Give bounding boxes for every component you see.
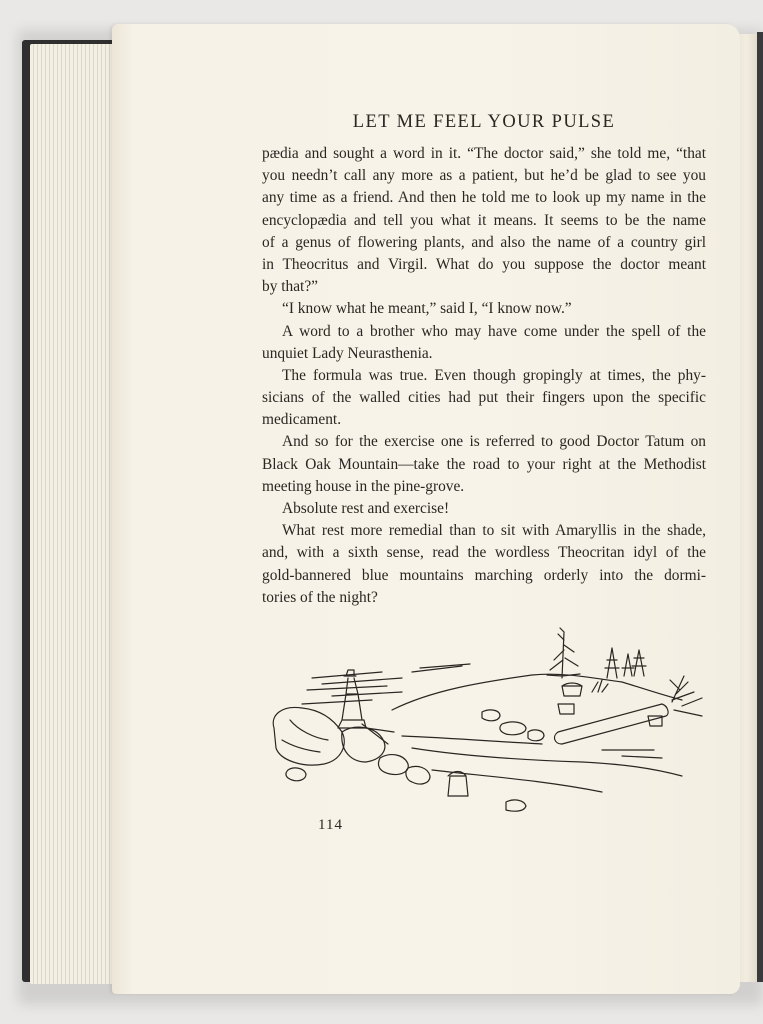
text-line: you needn’t call any more as a patient, but he’d be glad to see you (262, 167, 706, 185)
text-line: medicament. (262, 411, 342, 429)
text-line: The formula was true. Even though gropingly at times, the phy- (282, 366, 706, 384)
text-line: and, with a sixth sense, read the wordless Theocritan idyl of the (262, 544, 706, 562)
text-line: any time as a friend. And then he told me to look up my name in the (262, 189, 706, 207)
text-line: A word to a brother who may have come under the spell of the (282, 322, 706, 340)
text-line: encyclopædia and tell you what it means. It seems to be the name (262, 211, 706, 229)
body-text (262, 143, 706, 609)
text-line: And so for the exercise one is referred to good Doctor Tatum on (282, 433, 706, 451)
text-line: Black Oak Mountain—take the road to your right at the Methodist (262, 455, 706, 473)
text-line: of a genus of flowering plants, and also the name of a country girl (262, 233, 706, 251)
landscape-illustration (262, 620, 710, 820)
text-line: “I know what he meant,” said I, “I know now.” (282, 300, 572, 318)
page-number: 114 (318, 817, 343, 833)
running-header: LET ME FEEL YOUR PULSE (352, 112, 616, 132)
text-line: by that?” (262, 278, 318, 296)
text-line: tories of the night? (262, 588, 378, 606)
text-line: sicians of the walled cities had put their fingers upon the specific (262, 389, 706, 407)
text-line: meeting house in the pine-grove. (262, 477, 465, 495)
text-line: pædia and sought a word in it. “The doctor said,” she told me, “that (262, 145, 706, 162)
text-line: in Theocritus and Virgil. What do you suppose the doctor meant (262, 255, 706, 273)
text-line: Absolute rest and exercise! (282, 500, 450, 517)
text-line: gold-bannered blue mountains marching orderly into the dormi- (262, 566, 706, 584)
book-cover-right (757, 32, 763, 982)
text-line: What rest more remedial than to sit with Amaryllis in the shade, (282, 522, 706, 540)
text-line: unquiet Lady Neurasthenia. (262, 344, 433, 362)
